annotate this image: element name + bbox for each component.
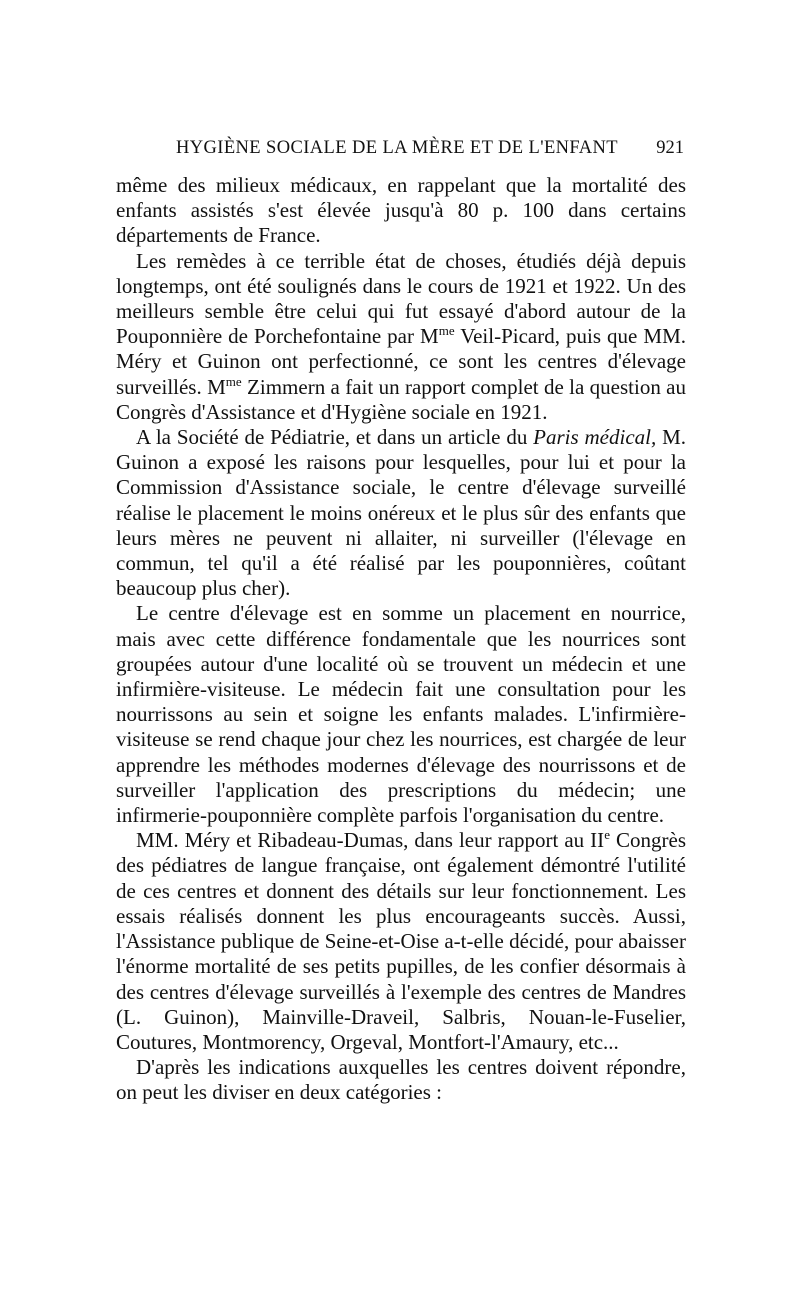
paragraph-3-italic-title: Paris médical,	[533, 425, 657, 450]
paragraph-1-text: même des milieux médicaux, en rappelant que la mortalité des enfants assistés s'est élevée jusqu'à 80 p. 100 dans certains départements de France.	[116, 173, 686, 248]
paragraph-2-text-a: Les remèdes à ce terrible état de choses, étudiés déjà depuis longtemps, ont été soulignés dans le cours de 1921 et 1922. Un des meilleurs semble être celui qui fut essayé d'abord autour de la Pouponnière de Porchefontaine par M	[116, 248, 686, 349]
paragraph-2-text-c: Zimmern a fait un rapport complet de la question au Congrès d'Assistance et d'Hygiène sociale en 1921.	[116, 374, 687, 424]
paragraph-5-superscript: e	[604, 827, 610, 843]
running-header	[116, 138, 684, 164]
paragraph-2-text-b: Veil-Picard, puis que MM. Méry et Guinon ont perfectionné, ce sont les centres d'élevage surveillés. M	[116, 324, 686, 399]
paragraph-2-superscript-2: me	[225, 373, 242, 389]
paragraph-6	[116, 1055, 686, 1105]
paragraph-5-text-a: MM. Méry et Ribadeau-Dumas, dans leur rapport au II	[136, 828, 605, 853]
page-number: 921	[656, 138, 684, 158]
paragraph-1	[116, 173, 686, 249]
paragraph-2	[116, 249, 686, 425]
paragraph-3-text-a: A la Société de Pédiatrie, et dans un article du	[136, 425, 534, 450]
paragraph-6-text: D'après les indications auxquelles les centres doivent répondre, on peut les diviser en deux catégories :	[116, 1055, 686, 1105]
paragraph-2-superscript-1: me	[438, 323, 455, 339]
paragraph-3	[116, 425, 686, 601]
running-title: HYGIÈNE SOCIALE DE LA MÈRE ET DE L'ENFANT	[176, 138, 618, 158]
paragraph-4	[116, 601, 686, 828]
body-text	[116, 173, 686, 1106]
paragraph-5-text-b: Congrès des pédiatres de langue française, ont également démontré l'utilité de ces centres et donnent des détails sur leur fonctionnement. Les essais réalisés donnent les plus encourageants succès. Aussi, l'Assistance publique de Seine-et-Oise a-t-elle décidé, pour abaisser l'énorme mortalité de ses petits pupilles, de les confier désormais à des centres d'élevage surveillés à l'exemple des centres de Mandres (L. Guinon), Mainville-Draveil, Salbris, Nouan-le-Fuselier, Coutures, Montmorency, Orgeval, Montfort-l'Amaury, etc...	[116, 828, 687, 1054]
paragraph-3-text-b: M. Guinon a exposé les raisons pour lesquelles, pour lui et pour la Commission d'Assistance sociale, le centre d'élevage surveillé réalise le placement le moins onéreux et le plus sûr des enfants que leurs mères ne peuvent ni allaiter, ni surveiller (l'élevage en commun, tel qu'il a été réalisé par les pouponnières, coûtant beaucoup plus cher).	[116, 425, 686, 601]
paragraph-5	[116, 828, 686, 1055]
paragraph-4-text: Le centre d'élevage est en somme un placement en nourrice, mais avec cette différence fondamentale que les nourrices sont groupées autour d'une localité où se trouvent un médecin et une infirmière-visiteuse. Le médecin fait une consultation pour les nourrissons au sein et soigne les enfants malades. L'infirmière-visiteuse se rend chaque jour chez les nourrices, est chargée de leur apprendre les méthodes modernes d'élevage des nourrissons et de surveiller l'application des prescriptions du médecin; une infirmerie-pouponnière complète parfois l'organisation du centre.	[116, 601, 686, 828]
